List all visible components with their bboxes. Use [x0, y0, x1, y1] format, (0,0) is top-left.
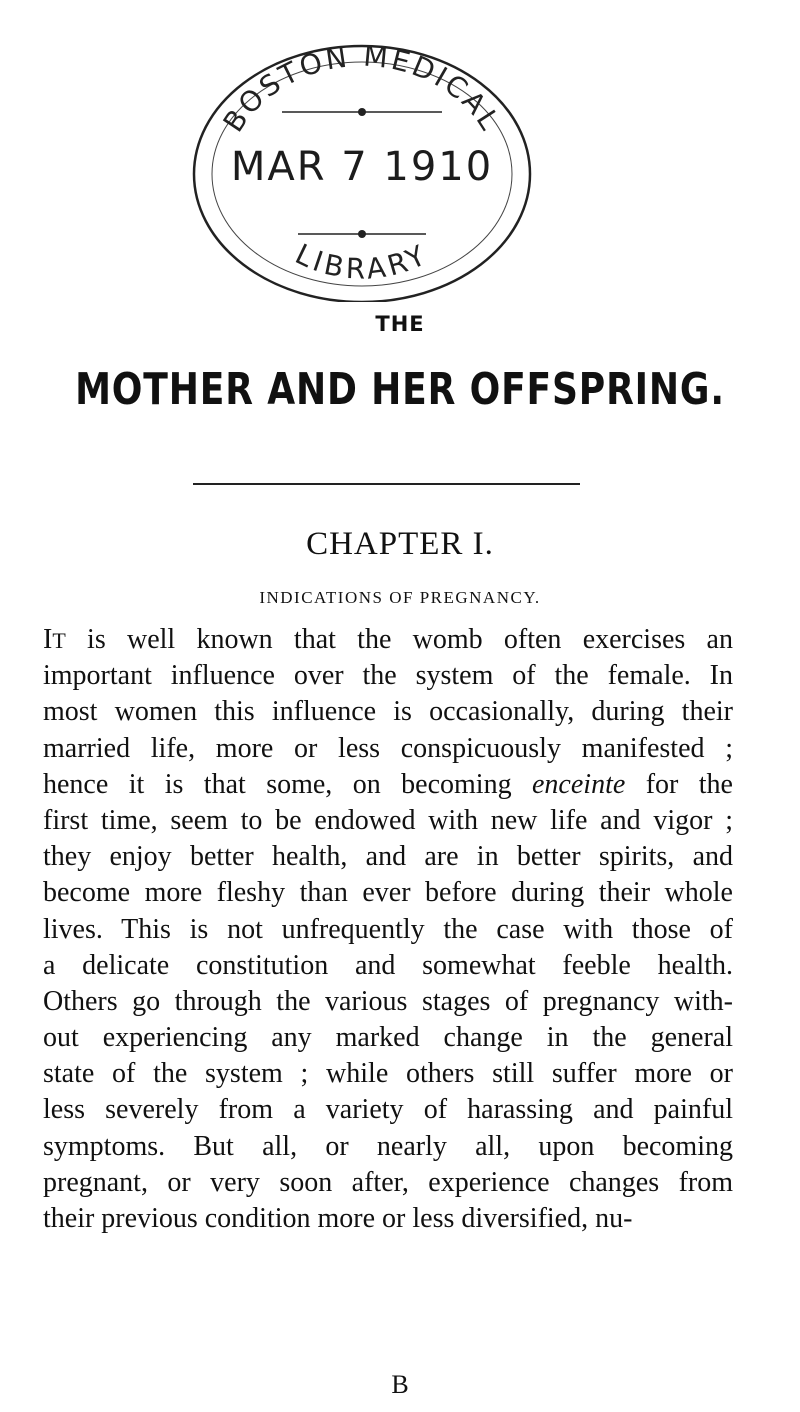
stamp-bottom-text: LIBRARY: [290, 237, 434, 286]
body-line: [43, 622, 733, 658]
drop-word-cap: I: [43, 624, 53, 655]
title-prefix: THE: [375, 312, 425, 336]
library-stamp: [186, 34, 538, 302]
drop-word: [43, 624, 66, 655]
body-line: Others go through the various stages of pregnancy with-: [43, 985, 733, 1017]
body-line: out experiencing any marked change in the general: [43, 1022, 733, 1054]
svg-text:BOSTON MEDICAL: [217, 40, 508, 138]
body-line: most women this influence is occasionally, during their: [43, 696, 733, 728]
body-line: lives. This is not unfrequently the case with those of: [43, 913, 733, 945]
body-line: first time, seem to be endowed with new life and vigor ;: [43, 804, 733, 836]
chapter-heading: CHAPTER I.: [306, 526, 494, 562]
stamp-date: MAR 7 1910: [230, 144, 494, 190]
signature-mark: B: [391, 1370, 409, 1399]
body-line-text: is well known that the womb often exercises an: [65, 624, 733, 655]
body-line: symptoms. But all, or nearly all, upon becoming: [43, 1130, 733, 1162]
italic-word: enceinte: [532, 768, 626, 800]
svg-text:LIBRARY: [290, 237, 434, 285]
stamp-top-text: BOSTON MEDICAL: [216, 39, 508, 138]
section-heading: INDICATIONS OF PREGNANCY.: [259, 588, 541, 607]
book-title: MOTHER AND HER OFFSPRING.: [75, 364, 725, 415]
body-line: they enjoy better health, and are in better spirits, and: [43, 841, 733, 873]
body-line: pregnant, or very soon after, experience changes from: [43, 1166, 733, 1198]
body-line: a delicate constitution and somewhat feeble health.: [43, 949, 733, 981]
body-paragraph: [43, 622, 733, 1237]
body-line: their previous condition more or less diversified, nu-: [43, 1203, 633, 1234]
body-line: less severely from a variety of harassing and painful: [43, 1094, 733, 1126]
body-line-with-italic: hence it is that some, on becoming enceinte for the: [43, 768, 733, 800]
body-line: married life, more or less conspicuously manifested ;: [43, 732, 733, 764]
title-divider: [193, 483, 580, 485]
body-line: become more fleshy than ever before during their whole: [43, 877, 733, 909]
body-line: state of the system ; while others still suffer more or: [43, 1058, 733, 1090]
body-line: important influence over the system of the female. In: [43, 660, 733, 692]
drop-word-rest: T: [52, 628, 66, 653]
